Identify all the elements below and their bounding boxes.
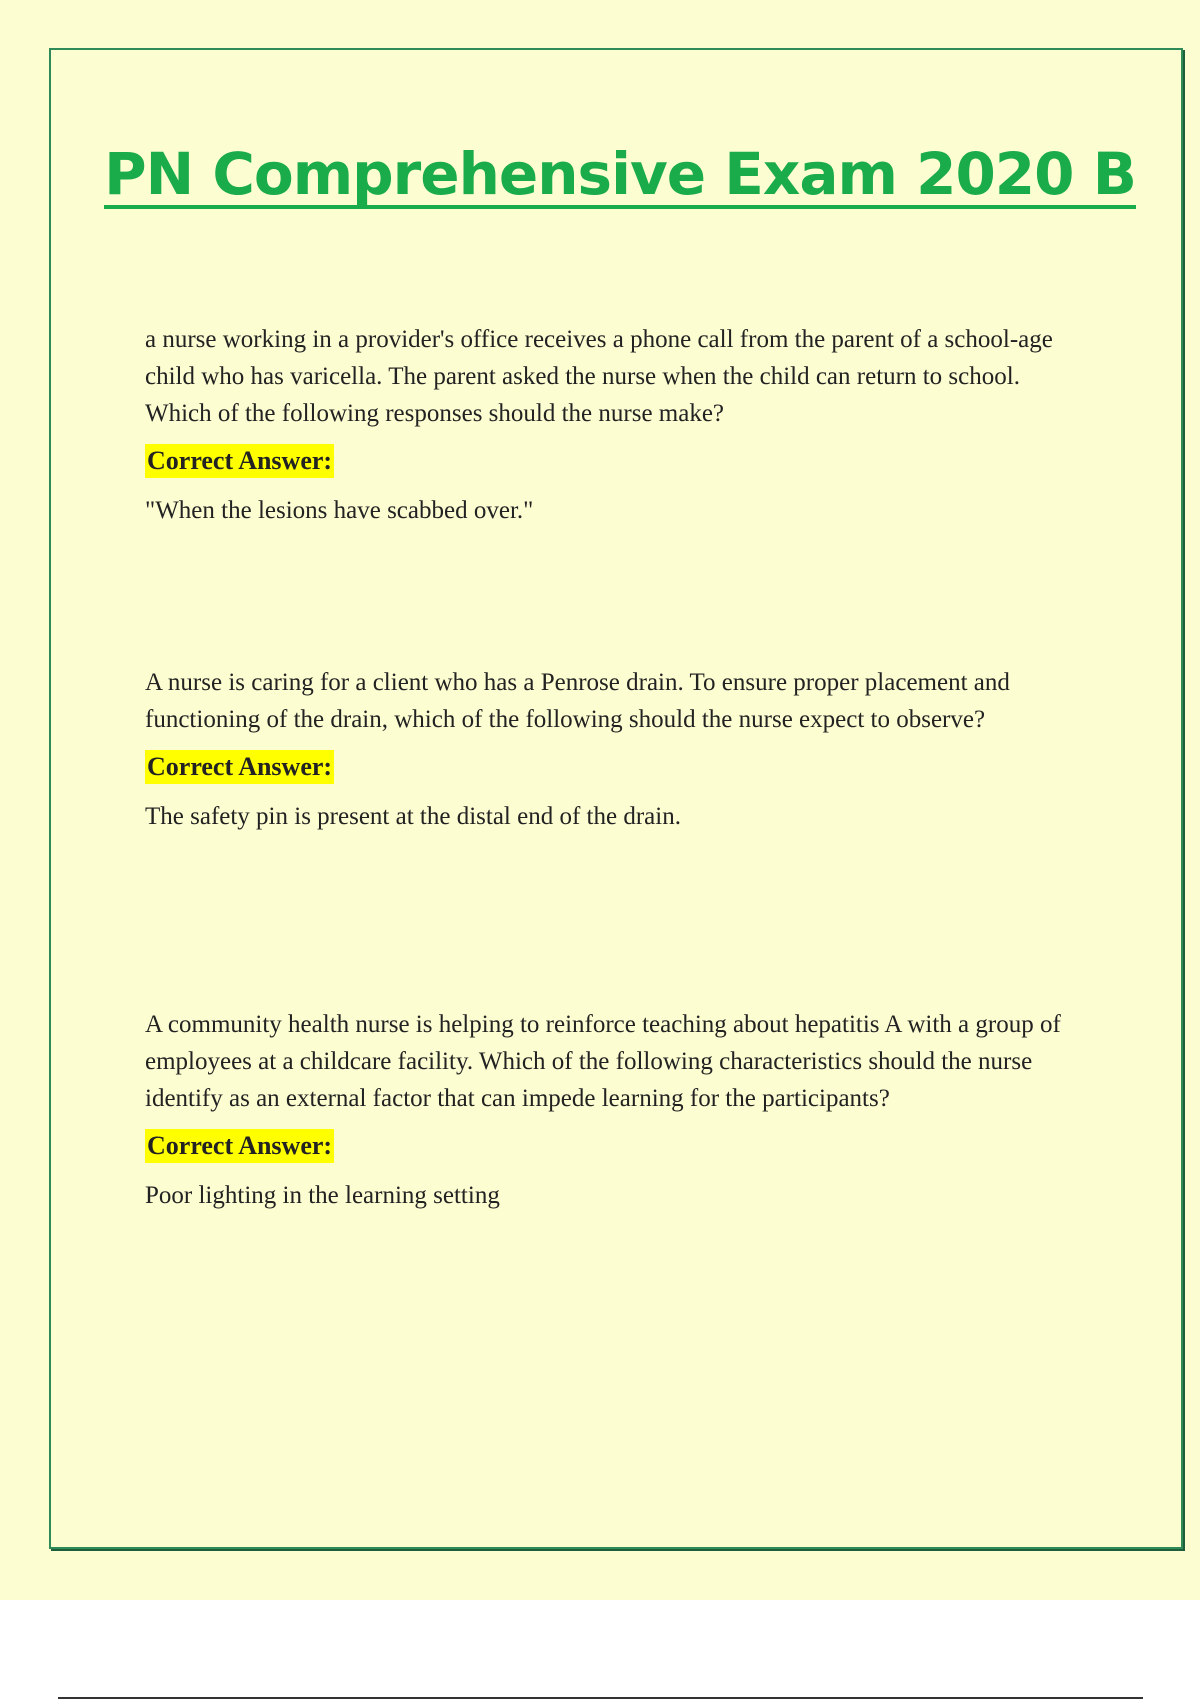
question-text: a nurse working in a provider's office receives a phone call from the parent of a school-age child who has varicella. The parent asked the nurse when the child can return to school. Which of the following responses should the nurse make? (145, 326, 1053, 427)
footer-divider (58, 1697, 1143, 1699)
correct-answer-label: Correct Answer: (145, 1129, 334, 1163)
answer-text: The safety pin is present at the distal end of the drain. (145, 803, 681, 830)
question-text: A community health nurse is helping to reinforce teaching about hepatitis A with a group of employees at a childcare facility. Which of the following characteristics should the nurse identify as an external factor that can impede learning for the participants? (145, 1011, 1061, 1112)
question-block (145, 664, 1065, 834)
answer-text: "When the lesions have scabbed over." (145, 497, 534, 524)
question-block (145, 1006, 1065, 1213)
document-title-text: PN Comprehensive Exam 2020 B (104, 140, 1136, 208)
answer-text: Poor lighting in the learning setting (145, 1182, 500, 1209)
question-block (145, 321, 1065, 528)
correct-answer-label: Correct Answer: (145, 444, 334, 478)
document-title (0, 140, 1200, 209)
question-text: A nurse is caring for a client who has a Penrose drain. To ensure proper placement and functioning of the drain, which of the following should the nurse expect to observe? (145, 669, 1010, 733)
correct-answer-label: Correct Answer: (145, 750, 334, 784)
